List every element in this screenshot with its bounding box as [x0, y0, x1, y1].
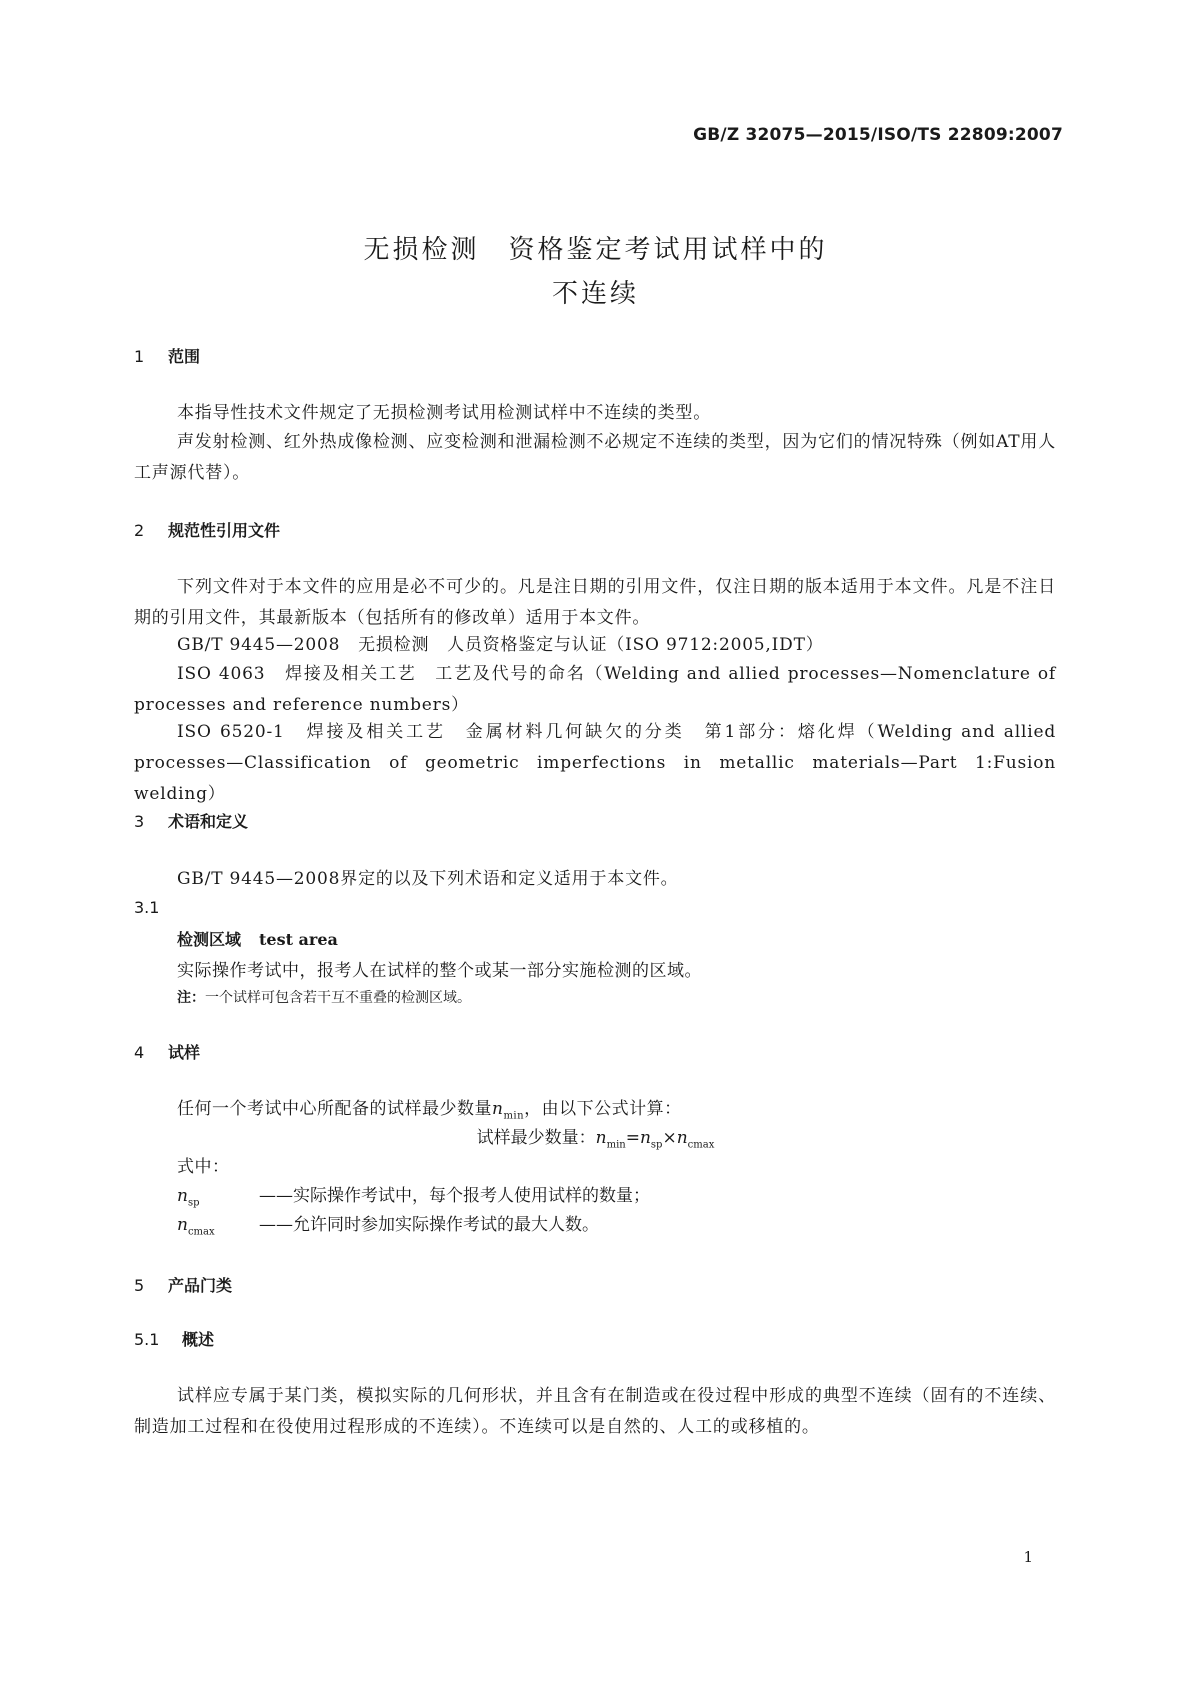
section-1-heading — [134, 344, 200, 367]
term-english: test area — [259, 930, 338, 949]
reference-iso-4063: ISO 4063 焊接及相关工艺 工艺及代号的命名（Welding and allied processes—Nomenclature of processes and reference numbers） — [134, 664, 1056, 715]
section-title: 产品门类 — [168, 1276, 233, 1295]
section-number: 2 — [134, 521, 145, 540]
document-code: GB/Z 32075—2015/ISO/TS 22809:2007 — [693, 125, 1063, 145]
section-title: 术语和定义 — [168, 812, 249, 831]
subscript-sp: sp — [650, 1139, 663, 1151]
section-title: 规范性引用文件 — [168, 521, 281, 540]
equals-sign: = — [625, 1128, 640, 1148]
symbol-n: n — [177, 1186, 188, 1206]
term-heading — [177, 927, 338, 950]
term-number: 3.1 — [134, 898, 160, 917]
note-label: 注： — [177, 990, 205, 1006]
symbol-n: n — [676, 1128, 688, 1148]
section-2-heading — [134, 518, 280, 541]
page-number: 1 — [1023, 1548, 1033, 1566]
section-number: 5 — [134, 1276, 145, 1295]
section-5-heading — [134, 1273, 232, 1296]
section-4-heading — [134, 1040, 200, 1063]
paragraph-text: 任何一个考试中心所配备的试样最少数量 — [177, 1099, 492, 1119]
symbol-n: n — [492, 1099, 504, 1119]
terms-intro-paragraph: GB/T 9445—2008界定的以及下列术语和定义适用于本文件。 — [177, 869, 679, 889]
subscript-sp: sp — [187, 1197, 200, 1209]
document-title-line-2: 不连续 — [551, 279, 639, 309]
formula-label: 试样最少数量： — [476, 1128, 596, 1148]
symbol-n: n — [177, 1215, 188, 1235]
section-number: 4 — [134, 1043, 145, 1062]
where-label: 式中： — [177, 1157, 230, 1177]
section-number: 1 — [134, 347, 145, 366]
term-note — [177, 987, 471, 1007]
times-sign: × — [662, 1128, 677, 1148]
section-number: 3 — [134, 812, 145, 831]
variable-symbol — [177, 1186, 259, 1208]
term-definition: 实际操作考试中，报考人在试样的整个或某一部分实施检测的区域。 — [177, 961, 702, 981]
scope-paragraph-1: 本指导性技术文件规定了无损检测考试用检测试样中不连续的类型。 — [177, 403, 711, 423]
symbol-n: n — [595, 1128, 607, 1148]
note-text: 一个试样可包含若干互不重叠的检测区域。 — [205, 990, 471, 1006]
section-5-1-heading — [134, 1327, 214, 1350]
formula — [0, 1123, 1191, 1150]
variable-symbol — [177, 1215, 259, 1237]
variable-n-cmax — [177, 1210, 599, 1237]
scope-paragraph-2: 声发射检测、红外热成像检测、应变检测和泄漏检测不必规定不连续的类型，因为它们的情况特殊（例如AT用人工声源代替）。 — [134, 432, 1056, 483]
symbol-n: n — [639, 1128, 651, 1148]
variable-description: ——允许同时参加实际操作考试的最大人数。 — [259, 1215, 599, 1235]
paragraph-text: ，由以下公式计算： — [524, 1099, 682, 1119]
section-number: 5.1 — [134, 1330, 160, 1349]
variable-n-sp — [177, 1181, 650, 1208]
variable-description: ——实际操作考试中，每个报考人使用试样的数量； — [259, 1186, 650, 1206]
subscript-min: min — [606, 1139, 626, 1151]
section-title: 概述 — [182, 1330, 215, 1349]
term-chinese: 检测区域 — [177, 930, 242, 949]
section-title: 试样 — [168, 1043, 201, 1062]
subscript-min: min — [503, 1110, 525, 1122]
reference-gbt-9445: GB/T 9445—2008 无损检测 人员资格鉴定与认证（ISO 9712:2005,IDT） — [177, 635, 824, 655]
references-intro-paragraph: 下列文件对于本文件的应用是必不可少的。凡是注日期的引用文件，仅注日期的版本适用于本文件。凡是不注日期的引用文件，其最新版本（包括所有的修改单）适用于本文件。 — [134, 577, 1056, 628]
specimen-count-paragraph — [177, 1094, 682, 1121]
section-title: 范围 — [168, 347, 201, 366]
section-3-heading — [134, 809, 248, 832]
subscript-cmax: cmax — [187, 1226, 215, 1238]
subscript-cmax: cmax — [687, 1139, 715, 1151]
reference-iso-6520-1: ISO 6520-1 焊接及相关工艺 金属材料几何缺欠的分类 第1部分：熔化焊（Welding and allied processes—Classification of geometric imperfections in metallic materials—Part 1:Fusion welding） — [134, 722, 1056, 804]
overview-paragraph: 试样应专属于某门类，模拟实际的几何形状，并且含有在制造或在役过程中形成的典型不连续（固有的不连续、制造加工过程和在役使用过程形成的不连续）。不连续可以是自然的、人工的或移植的。 — [134, 1386, 1056, 1437]
document-title-line-1: 无损检测 资格鉴定考试用试样中的 — [363, 235, 828, 265]
